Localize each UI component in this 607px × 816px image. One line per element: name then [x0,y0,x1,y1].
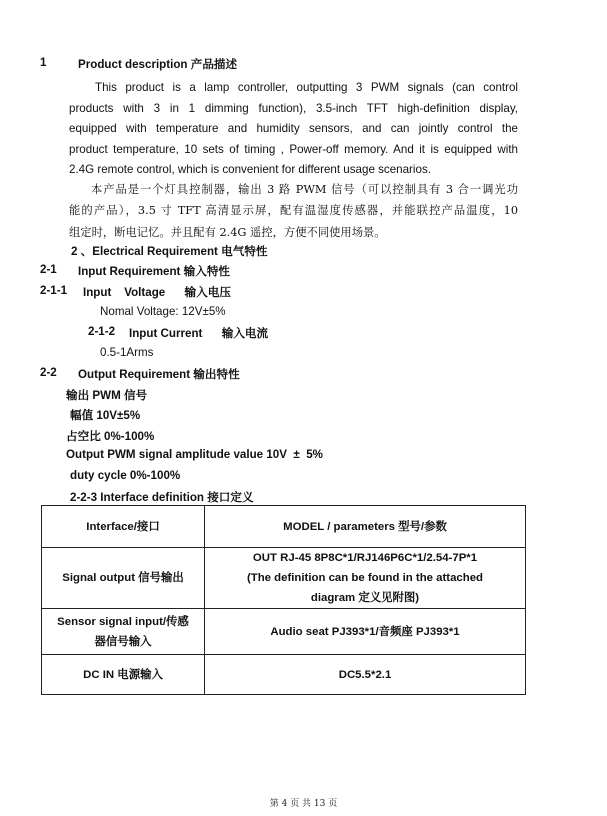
table-row [42,548,526,609]
section-2-1-1-title: Input Voltage 输入电压 [83,286,231,299]
output-line: 输出 PWM 信号 [66,389,148,402]
paragraph-line: 本产品是一个灯具控制器，输出 3 路 PWM 信号（可以控制具有 3 合一调光功 [91,183,518,196]
table-header-params: MODEL / parameters 型号/参数 [205,506,526,548]
param-line: OUT RJ-45 8P8C*1/RJ146P6C*1/2.54-7P*1 [252,552,478,564]
output-line: Output PWM signal amplitude value 10V ± 5% [66,448,323,461]
page-number: 第 4 页 共 13 页 [269,799,338,809]
table-cell-params [205,548,526,609]
output-line: duty cycle 0%-100% [70,469,181,482]
section-2-2-title: Output Requirement 输出特性 [78,368,240,381]
output-line: 幅值 10V±5% [70,409,141,422]
product-description-en [69,78,518,181]
paragraph-line: product temperature, 10 sets of timing , Power-off memory. And it is equipped with [69,142,518,156]
section-2-1-2-number: 2-1-2 [88,325,116,338]
param-line: Audio seat PJ393*1/音频座 PJ393*1 [270,625,460,638]
input-current-value: 0.5-1Arms [100,346,154,359]
table-cell-interface: DC IN 电源输入 [42,655,205,695]
param-line: DC5.5*2.1 [338,668,392,681]
table-cell-params [205,609,526,655]
output-line: 占空比 0%-100% [66,430,155,443]
interface-line: Sensor signal input/传感 [57,615,189,628]
paragraph-line: equipped with temperature and humidity sensors, and can jointly control the [69,122,518,136]
interface-line: 器信号输入 [94,635,152,648]
param-line: diagram 定义见附图) [310,592,420,604]
section-2-1-1-number: 2-1-1 [40,284,68,297]
paragraph-line: products with 3 in 1 dimming function), 3.5-inch TFT high-definition display, [69,101,518,115]
param-line: (The definition can be found in the attached [246,572,484,584]
paragraph-line: This product is a lamp controller, outputting 3 PWM signals (can control [95,81,518,94]
table-cell-params [205,655,526,695]
table-cell-interface [42,609,205,655]
table-row [42,609,526,655]
section-1-number: 1 [40,56,47,69]
section-2-2-number: 2-2 [40,366,57,379]
section-2-title: 2 、Electrical Requirement 电气特性 [71,245,268,258]
table-header-interface: Interface/接口 [42,506,205,548]
interface-table [41,505,526,695]
paragraph-line: 2.4G remote control, which is convenient for different usage scenarios. [69,163,431,177]
section-1-title: Product description 产品描述 [78,58,238,71]
paragraph-line: 能的产品），3.5 寸 TFT 高清显示屏，配有温湿度传感器，并能联控产品温度，10 [69,204,519,218]
section-2-2-3-title: 2-2-3 Interface definition 接口定义 [70,491,254,504]
product-description-cn [69,179,518,243]
paragraph-line: 组定时，断电记忆。并且配有 2.4G 遥控，方便不同使用场景。 [69,225,386,239]
section-2-1-number: 2-1 [40,263,57,276]
table-row [42,655,526,695]
table-header-row [42,506,526,548]
input-voltage-value: Nomal Voltage: 12V±5% [100,305,226,318]
section-2-1-2-title: Input Current 输入电流 [129,327,269,340]
table-cell-interface: Signal output 信号输出 [42,548,205,609]
section-2-1-title: Input Requirement 输入特性 [78,265,231,278]
